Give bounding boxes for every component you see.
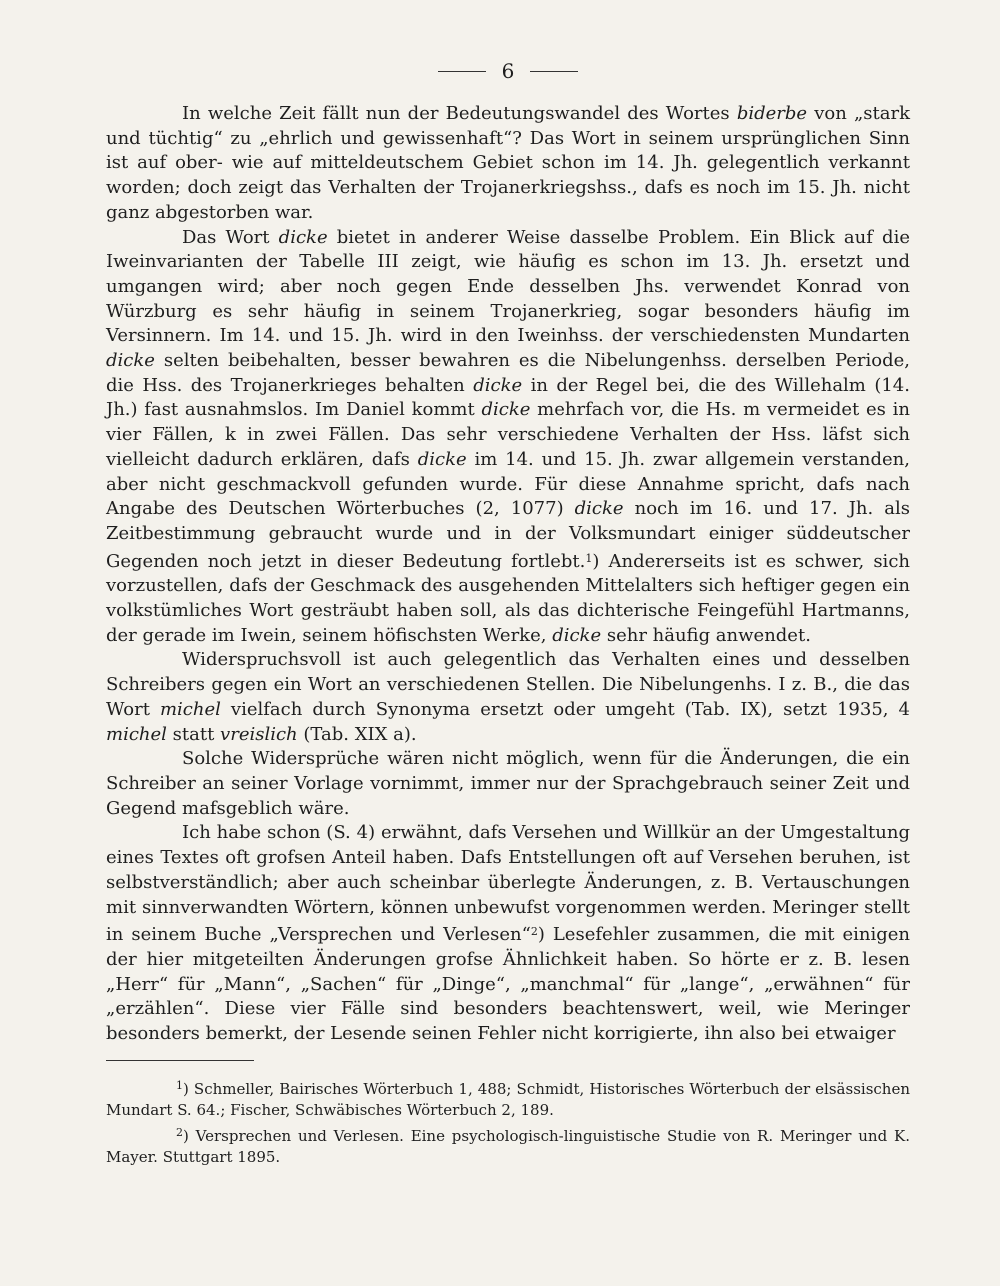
footnotes [106,1075,910,1169]
italic-term: dicke [417,448,467,470]
header-rule-left [438,71,486,72]
text-run: von „stark und tüchtig“ zu „ehrlich und gewissenhaft“? Das Wort in seinem ursprünglichen Sinn ist auf ober- wie auf mitteldeutschem Gebiet schon im 14. Jh. gelegentlich verkannt worden; doch zeigt das Verhalten der Trojanerkriegshss., dafs es noch im 15. Jh. nicht ganz abgestorben war. [106,103,910,223]
document-page [106,56,910,1169]
page-header [106,56,910,86]
paragraph [106,821,910,1046]
text-run: Das Wort [182,226,279,248]
text-run: mehrfach vor, die Hs. m vermeidet es in vier Fällen, k in zwei Fällen. Das sehr verschiedene Verhalten der Hss. läfst sich vielleicht dadurch erklären, dafs [106,399,910,470]
italic-term: dicke [574,498,624,520]
footnote-reference: 1 [585,551,593,565]
page-number: 6 [501,59,515,83]
text-run: Ich habe schon (S. 4) erwähnt, dafs Versehen und Willkür an der Umgestaltung eines Textes oft grofsen Anteil haben. Dafs Entstellungen oft auf Versehen beruhen, ist selbstverständlich; aber auch scheinbar überlegte Änderungen, z. B. Vertauschungen mit sinnverwandten Wörtern, können unbewufst vorgenommen werden. Meringer stellt in seinem Buche „Versprechen und Verlesen“ [106,822,910,946]
text-run: bietet in anderer Weise dasselbe Problem. Ein Blick auf die Iweinvarianten der Tabelle III zeigt, wie häufig es schon im 13. Jh. ersetzt und umgangen wird; aber noch gegen Ende desselben Jhs. verwendet Konrad von Würzburg es sehr häufig in seinem Trojanerkrieg, sogar besonders häufig im Versinnern. Im 14. und 15. Jh. wird in den Iweinhss. der verschiedensten Mundarten [106,226,910,347]
text-run: ) Andererseits ist es schwer, sich vorzustellen, dafs der Geschmack des ausgehenden Mittelalters sich heftiger gegen ein volkstümliches Wort gesträubt haben soll, als das dichterische Feingefühl Hartmanns, der gerade im Iwein, seinem höfischsten Werke, [106,550,910,646]
paragraph [106,747,910,821]
text-run: im 14. und 15. Jh. zwar allgemein verstanden, aber nicht geschmackvoll gefunden wurde. Für diese Annahme spricht, dafs nach Angabe des Deutschen Wörterbuches (2, 1077) [106,448,910,520]
italic-term: vreislich [220,723,298,745]
text-run: vielfach durch Synonyma ersetzt oder umgeht (Tab. IX), setzt 1935, 4 [220,698,910,720]
text-run: In welche Zeit fällt nun der Bedeutungswandel des Wortes [182,103,737,124]
text-run: (Tab. XIX a). [297,723,417,745]
footnote-mark: 2 [176,1125,183,1139]
text-run: ) Lesefehler zusammen, die mit einigen der hier mitgeteilten Änderungen grofse Ähnlichkeit haben. So hörte er z. B. lesen „Herr“ für „Mann“, „Sachen“ für „Dinge“, „manchmal“ für „lange“, „erwähnen“ für „erzählen“. Diese vier Fälle sind besonders beachtenswert, weil, wie Meringer besonders bemerkt, der Lesende seinen Fehler nicht korrigierte, ihn also bei etwaiger [106,924,910,1045]
text-run: statt [166,723,221,745]
text-run: Widerspruchsvoll ist auch gelegentlich das Verhalten eines und desselben Schreibers gegen ein Wort an verschiedenen Stellen. Die Nibelungenhs. I z. B., die das Wort [106,649,910,720]
text-run: Solche Widersprüche wären nicht möglich, wenn für die Änderungen, die ein Schreiber an seiner Vorlage vornimmt, immer nur der Sprachgebrauch seiner Zeit und Gegend mafsgeblich wäre. [106,748,910,819]
text-run: in der Regel bei, die des Willehalm (14. Jh.) fast ausnahmslos. Im Daniel kommt [106,374,910,421]
paragraph [106,102,910,226]
italic-term: dicke [552,624,602,646]
italic-term: michel [106,723,167,745]
italic-term: dicke [106,350,155,372]
italic-term: dicke [473,374,523,396]
italic-term: dicke [278,226,328,248]
footnote [106,1075,910,1122]
footnote-reference: 2 [530,925,538,939]
footnote-text: ) Schmeller, Bairisches Wörterbuch 1, 488; Schmidt, Historisches Wörterbuch der elsässischen Mundart S. 64.; Fischer, Schwäbisches Wörterbuch 2, 189. [106,1079,910,1120]
footnote-separator [106,1060,254,1061]
footnote-text: ) Versprechen und Verlesen. Eine psychologisch-linguistische Studie von R. Meringer und K. Mayer. Stuttgart 1895. [106,1126,910,1167]
body-text [106,102,910,1047]
text-run: selten beibehalten, besser bewahren es die Nibelungenhss. derselben Periode, die Hss. des Trojanerkrieges behalten [106,350,910,396]
italic-term: dicke [481,399,531,421]
italic-term: biderbe [736,103,808,124]
footnote [106,1122,910,1169]
paragraph [106,226,910,649]
text-run: sehr häufig anwendet. [601,624,811,646]
footnote-mark: 1 [176,1078,183,1092]
header-rule-right [530,71,578,72]
italic-term: michel [159,698,221,720]
paragraph [106,648,910,747]
text-run: noch im 16. und 17. Jh. als Zeitbestimmung gebraucht wurde und in der Volksmundart einiger süddeutscher Gegenden noch jetzt in dieser Bedeutung fortlebt. [106,498,910,572]
